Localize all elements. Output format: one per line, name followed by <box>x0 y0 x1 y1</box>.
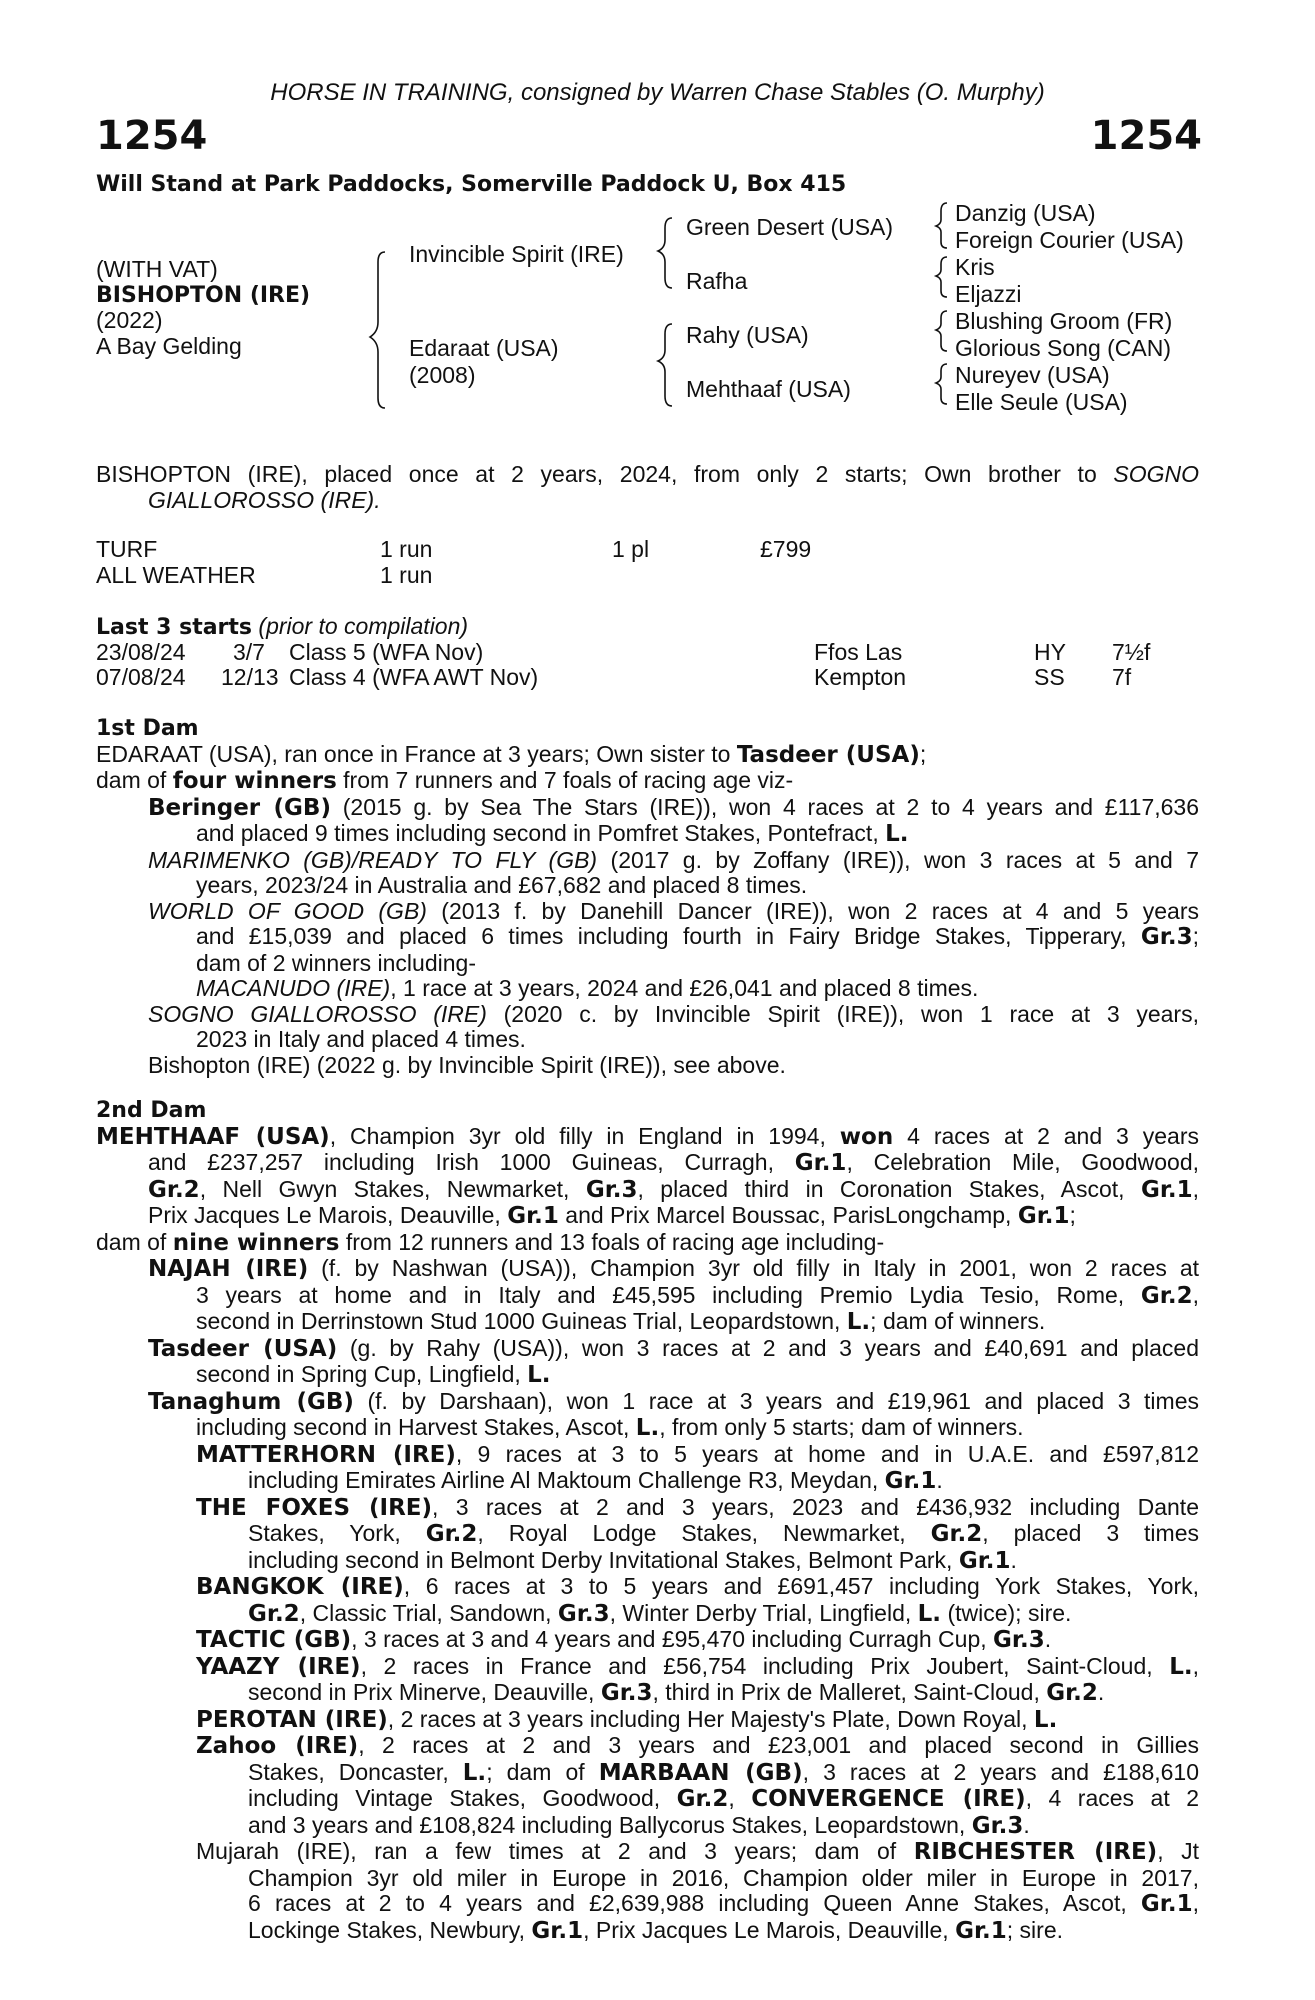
text: Lockinge Stakes, Newbury, <box>248 1916 532 1943</box>
text: , Prix Jacques Le Marois, Deauville, <box>583 1916 956 1943</box>
text: . <box>936 1467 943 1493</box>
winners-count: nine winners <box>172 1229 340 1256</box>
grade: L. <box>917 1600 942 1627</box>
grade: L. <box>846 1309 871 1335</box>
produce-name: CONVERGENCE (IRE) <box>751 1786 1026 1812</box>
text: . <box>1044 1626 1052 1652</box>
produce-line <box>96 1415 1199 1442</box>
start-position: 3/7 <box>233 638 265 665</box>
text: including second in Harvest Stakes, Ascot, <box>196 1414 636 1440</box>
produce-name: MARBAAN (GB) <box>598 1759 803 1786</box>
grade: Gr.1 <box>531 1917 584 1944</box>
produce-line <box>96 1495 1199 1522</box>
horse-name: BISHOPTON (IRE) <box>96 282 311 308</box>
second-dam-heading: 2nd Dam <box>96 1098 207 1123</box>
pedigree-dss: Blushing Groom (FR) <box>955 308 1173 334</box>
produce-name: THE FOXES (IRE) <box>196 1494 433 1521</box>
produce-line <box>96 1918 1199 1945</box>
start-position: 12/13 <box>221 664 279 690</box>
grade: Gr.1 <box>884 1468 937 1494</box>
race-stats <box>96 537 811 589</box>
text: (2020 c. by Invincible Spirit (IRE)), won 1 race at 3 years, <box>486 1000 1199 1027</box>
text: , placed 3 times <box>982 1520 1199 1546</box>
second-dam-line <box>96 1150 1199 1177</box>
grade: Gr.3 <box>600 1680 653 1706</box>
text: ; <box>919 740 927 767</box>
text: , 6 races at 3 to 5 years and £691,457 including York Stakes, York, <box>403 1573 1199 1599</box>
text: , Nell Gwyn Stakes, Newmarket, <box>199 1175 586 1202</box>
produce-name: MATTERHORN (IRE) <box>196 1441 456 1468</box>
grade: Gr.1 <box>1140 1891 1193 1917</box>
text: , Jt <box>1157 1838 1200 1864</box>
grade: L. <box>462 1759 487 1786</box>
produce-name: Tasdeer (USA) <box>148 1335 338 1362</box>
stats-surface: TURF <box>96 536 158 562</box>
stats-surface: ALL WEATHER <box>96 562 256 588</box>
horse-description: A Bay Gelding <box>96 332 242 359</box>
second-dam-section <box>96 1098 1199 1944</box>
text: (f. by Nashwan (USA)), Champion 3yr old filly in Italy in 2001, won 2 races at <box>308 1255 1200 1281</box>
text: . <box>1097 1679 1105 1705</box>
produce-name: Beringer (GB) <box>148 794 331 821</box>
text: , <box>1192 1652 1199 1679</box>
grade: L. <box>885 821 909 847</box>
produce-line: dam of 2 winners including- <box>196 949 476 976</box>
produce-name: TACTIC (GB) <box>196 1627 352 1653</box>
text: (2015 g. by Sea The Stars (IRE)), won 4 races at 2 to 4 years and £117,636 <box>330 793 1199 820</box>
text: including Vintage Stakes, Goodwood, <box>248 1785 677 1811</box>
produce-name: Zahoo (IRE) <box>196 1733 359 1759</box>
text: , 3 races at 2 years and £188,610 <box>802 1758 1200 1785</box>
text: Stakes, Doncaster, <box>248 1758 463 1785</box>
horse-summary <box>96 462 1199 513</box>
start-course: Ffos Las <box>814 638 903 665</box>
grade: L. <box>1033 1706 1058 1733</box>
produce-line <box>96 848 1199 874</box>
stats-prize: £799 <box>760 536 812 562</box>
pedigree-ssd: Foreign Courier (USA) <box>955 227 1184 253</box>
text: Stakes, York, <box>248 1520 426 1546</box>
text: , placed third in Coronation Stakes, Ascot, <box>637 1175 1141 1202</box>
text: including Emirates Airline Al Maktoum Challenge R3, Meydan, <box>248 1467 885 1493</box>
text: , 2 races at 2 and 3 years and £23,001 and placed second in Gillies <box>358 1732 1199 1758</box>
grade: Gr.1 <box>955 1917 1007 1944</box>
text: (g. by Rahy (USA)), won 3 races at 2 and 3 years and £40,691 and placed <box>337 1334 1199 1361</box>
pedigree-dsd: Glorious Song (CAN) <box>955 335 1172 361</box>
produce-name: MARIMENKO (GB)/READY TO FLY (GB) <box>148 846 598 873</box>
text: dam of <box>96 1228 173 1255</box>
grade: Gr.2 <box>248 1600 300 1627</box>
summary-text: BISHOPTON (IRE), placed once at 2 years, 2024, from only 2 starts; Own brother to <box>96 461 1097 487</box>
produce-line <box>96 1627 1199 1654</box>
produce-line <box>96 1839 1199 1866</box>
first-dam-section <box>96 716 1199 1078</box>
stats-row-turf <box>96 537 811 563</box>
last-starts-subtitle: (prior to compilation) <box>258 613 469 639</box>
text: ; sire. <box>1006 1916 1063 1943</box>
start-date: 23/08/24 <box>96 638 186 665</box>
produce-line <box>96 1256 1199 1283</box>
text: second in Spring Cup, Lingfield, <box>196 1361 528 1387</box>
start-date: 07/08/24 <box>96 664 186 690</box>
produce-line <box>96 1891 1199 1918</box>
produce-line <box>96 1707 1199 1734</box>
text: , <box>1192 1175 1200 1202</box>
text: , <box>728 1785 752 1811</box>
produce-line <box>96 976 1199 1002</box>
start-distance: 7½f <box>1112 638 1151 665</box>
grade: Gr.2 <box>1046 1680 1098 1706</box>
start-going: SS <box>1034 664 1065 690</box>
text: , Classic Trial, Sandown, <box>299 1599 558 1626</box>
produce-name: YAAZY (IRE) <box>196 1653 361 1680</box>
stats-row-all-weather <box>96 563 811 589</box>
text: , 2 races in France and £56,754 including Prix Joubert, Saint-Cloud, <box>360 1652 1170 1679</box>
vat-note: (WITH VAT) <box>96 256 218 282</box>
text: . <box>1023 1811 1030 1838</box>
produce-line <box>96 1680 1199 1707</box>
produce-name: MACANUDO (IRE) <box>196 975 391 1001</box>
text: (twice); sire. <box>941 1599 1072 1626</box>
winners-count: four winners <box>172 768 337 794</box>
produce-line: years, 2023/24 in Australia and £67,682 and placed 8 times. <box>196 872 808 898</box>
first-dam-heading: 1st Dam <box>96 716 199 741</box>
text: , 2 races at 3 years including Her Majesty's Plate, Down Royal, <box>387 1705 1034 1732</box>
lot-number-left: 1254 <box>96 113 208 159</box>
text: 3 years at home and in Italy and £45,595 including Premio Lydia Tesio, Rome, <box>196 1281 1141 1308</box>
produce-name: RIBCHESTER (IRE) <box>913 1839 1158 1865</box>
text: ; dam of <box>486 1758 599 1785</box>
start-distance: 7f <box>1112 664 1132 690</box>
second-dam-line <box>96 1230 1199 1257</box>
text: Mujarah (IRE), ran a few times at 2 and 3 years; dam of <box>196 1838 914 1864</box>
produce-line <box>96 899 1199 925</box>
produce-name: WORLD OF GOOD (GB) <box>148 897 427 924</box>
text: , 4 races at 2 <box>1025 1785 1199 1811</box>
text: second in Derrinstown Stud 1000 Guineas Trial, Leopardstown, <box>196 1308 847 1334</box>
text: second in Prix Minerve, Deauville, <box>248 1679 601 1705</box>
produce-line <box>96 1760 1199 1787</box>
grade: Gr.2 <box>425 1521 478 1547</box>
produce-line <box>96 1309 1199 1336</box>
text: and Prix Marcel Boussac, ParisLongchamp, <box>558 1202 1018 1228</box>
sibling-name: Tasdeer (USA) <box>736 741 920 768</box>
text: ; <box>1069 1202 1076 1228</box>
pedigree-sdd: Eljazzi <box>955 281 1022 307</box>
grade: Gr.1 <box>958 1547 1011 1574</box>
text: , 3 races at 2 and 3 years, 2023 and £436,932 including Dante <box>432 1493 1199 1520</box>
produce-line: Champion 3yr old miler in Europe in 2016, Champion older miler in Europe in 2017, <box>248 1864 1199 1891</box>
text: ; <box>1192 923 1199 949</box>
second-dam-line <box>96 1203 1199 1230</box>
produce-line <box>96 1389 1199 1416</box>
produce-line <box>96 1786 1199 1813</box>
stats-prize <box>760 563 811 589</box>
produce-line <box>96 1813 1199 1840</box>
stats-placed <box>612 563 760 589</box>
text: (f. by Darshaan), won 1 race at 3 years and £19,961 and placed 3 times <box>353 1387 1199 1414</box>
text: ; dam of winners. <box>870 1308 1046 1334</box>
pedigree-sire-dam: Rafha <box>686 268 748 294</box>
grade: Gr.2 <box>676 1786 729 1812</box>
start-race: Class 5 (WFA Nov) <box>289 638 484 665</box>
text: , from only 5 starts; dam of winners. <box>659 1414 1024 1440</box>
text: , Royal Lodge Stakes, Newmarket, <box>477 1520 931 1546</box>
summary-line-2: GIALLOROSSO (IRE). <box>148 486 381 513</box>
grade: Gr.1 <box>507 1203 559 1229</box>
pedigree-dds: Nureyev (USA) <box>955 362 1110 388</box>
text: Prix Jacques Le Marois, Deauville, <box>148 1202 508 1228</box>
text: and 3 years and £108,824 including Ballycorus Stakes, Leopardstown, <box>248 1811 972 1838</box>
pedigree-dam: Edaraat (USA) <box>409 335 559 361</box>
text: EDARAAT (USA), ran once in France at 3 years; Own sister to <box>96 740 737 767</box>
produce-line <box>96 1574 1199 1601</box>
produce-line <box>96 1468 1199 1495</box>
text: 6 races at 2 to 4 years and £2,639,988 including Queen Anne Stakes, Ascot, <box>248 1890 1141 1916</box>
first-dam-line <box>96 742 1199 769</box>
produce-line: 2023 in Italy and placed 4 times. <box>196 1026 526 1052</box>
produce-line <box>96 924 1199 951</box>
produce-line <box>96 821 1199 848</box>
grade: Gr.3 <box>971 1812 1024 1839</box>
produce-name: SOGNO GIALLOROSSO (IRE) <box>148 1000 487 1027</box>
text: dam of <box>96 767 173 793</box>
horse-year: (2022) <box>96 307 163 333</box>
grade: L. <box>527 1362 551 1388</box>
summary-sibling-name: SOGNO <box>1113 461 1200 487</box>
second-dam-line <box>96 1124 1199 1151</box>
start-race: Class 4 (WFA AWT Nov) <box>289 664 539 690</box>
stats-runs: 1 run <box>380 536 433 562</box>
text: , Celebration Mile, Goodwood, <box>846 1149 1200 1175</box>
text: , 3 races at 3 and 4 years and £95,470 including Curragh Cup, <box>351 1626 994 1652</box>
pedigree-dam-sire: Rahy (USA) <box>686 322 809 348</box>
last-starts-title: Last 3 starts <box>96 615 253 640</box>
produce-name: Tanaghum (GB) <box>148 1388 354 1415</box>
text: and £15,039 and placed 6 times including fourth in Fairy Bridge Stakes, Tipperary, <box>196 923 1141 949</box>
text: . <box>1010 1546 1017 1573</box>
grade: Gr.2 <box>148 1176 200 1203</box>
grade: Gr.1 <box>1017 1203 1070 1229</box>
text: , <box>1192 1281 1199 1308</box>
produce-line <box>96 1733 1199 1760</box>
text: , 9 races at 3 to 5 years at home and in U.A.E. and £597,812 <box>455 1440 1199 1467</box>
consignor-header: HORSE IN TRAINING, consigned by Warren Chase Stables (O. Murphy) <box>270 79 1045 106</box>
produce-line <box>96 1654 1199 1681</box>
stats-placed: 1 pl <box>612 536 650 562</box>
text: won <box>839 1123 894 1150</box>
grade: Gr.2 <box>930 1521 983 1547</box>
pedigree-ddd: Elle Seule (USA) <box>955 389 1128 415</box>
last-starts-heading <box>96 614 1199 641</box>
produce-line <box>96 1002 1199 1028</box>
grade: Gr.3 <box>1140 924 1193 950</box>
text: , <box>1192 1890 1199 1916</box>
produce-line <box>96 1601 1199 1628</box>
grade: L. <box>635 1415 660 1441</box>
produce-line <box>96 1548 1199 1575</box>
pedigree-sire: Invincible Spirit (IRE) <box>409 241 624 267</box>
produce-line <box>96 1336 1199 1363</box>
first-dam-line <box>96 768 1199 795</box>
lot-number-right: 1254 <box>1090 113 1202 159</box>
last-starts <box>96 613 1199 690</box>
start-course: Kempton <box>814 664 907 690</box>
pedigree-sire-sire: Green Desert (USA) <box>686 214 894 240</box>
grade: Gr.2 <box>1140 1282 1193 1309</box>
produce-line: Bishopton (IRE) (2022 g. by Invincible Spirit (IRE)), see above. <box>148 1051 786 1078</box>
pedigree-dam-dam: Mehthaaf (USA) <box>686 376 851 402</box>
pedigree-sss: Danzig (USA) <box>955 200 1096 226</box>
produce-line <box>96 795 1199 822</box>
text: , Winter Derby Trial, Lingfield, <box>609 1599 918 1626</box>
text: and £237,257 including Irish 1000 Guineas, Curragh, <box>148 1149 795 1175</box>
second-dam-line <box>96 1177 1199 1204</box>
text: , Champion 3yr old filly in England in 1994, <box>329 1122 840 1149</box>
pedigree-sds: Kris <box>955 254 995 280</box>
pedigree-dam-year: (2008) <box>409 362 476 388</box>
text: , 1 race at 3 years, 2024 and £26,041 and placed 8 times. <box>390 975 979 1001</box>
text: 4 races at 2 and 3 years <box>893 1122 1199 1149</box>
text: , third in Prix de Malleret, Saint-Cloud, <box>652 1679 1047 1705</box>
produce-line <box>96 1362 1199 1389</box>
produce-line <box>96 1521 1199 1548</box>
text: (2017 g. by Zoffany (IRE)), won 3 races at 5 and 7 <box>597 846 1199 873</box>
grade: Gr.3 <box>557 1600 610 1627</box>
grade: Gr.3 <box>993 1627 1045 1653</box>
produce-name: PEROTAN (IRE) <box>196 1706 388 1733</box>
dam-name: MEHTHAAF (USA) <box>96 1123 330 1150</box>
produce-name: NAJAH (IRE) <box>148 1256 309 1282</box>
produce-line <box>96 1442 1199 1469</box>
grade: L. <box>1169 1653 1193 1680</box>
start-going: HY <box>1034 638 1066 665</box>
race-stats-table <box>96 537 811 589</box>
text: (2013 f. by Danehill Dancer (IRE)), won 2 races at 4 and 5 years <box>426 897 1199 924</box>
text: from 12 runners and 13 foals of racing age including- <box>339 1228 885 1255</box>
grade: Gr.1 <box>1140 1176 1193 1203</box>
grade: Gr.3 <box>585 1176 638 1203</box>
summary-line-1 <box>96 462 1199 488</box>
stats-runs: 1 run <box>380 562 433 588</box>
stable-location: Will Stand at Park Paddocks, Somerville Paddock U, Box 415 <box>96 172 847 197</box>
grade: Gr.1 <box>794 1150 847 1176</box>
text: and placed 9 times including second in Pomfret Stakes, Pontefract, <box>196 820 886 846</box>
produce-name: BANGKOK (IRE) <box>196 1574 404 1600</box>
text: from 7 runners and 7 foals of racing age viz- <box>336 767 794 793</box>
produce-line <box>96 1283 1199 1310</box>
text: including second in Belmont Derby Invitational Stakes, Belmont Park, <box>248 1546 959 1573</box>
